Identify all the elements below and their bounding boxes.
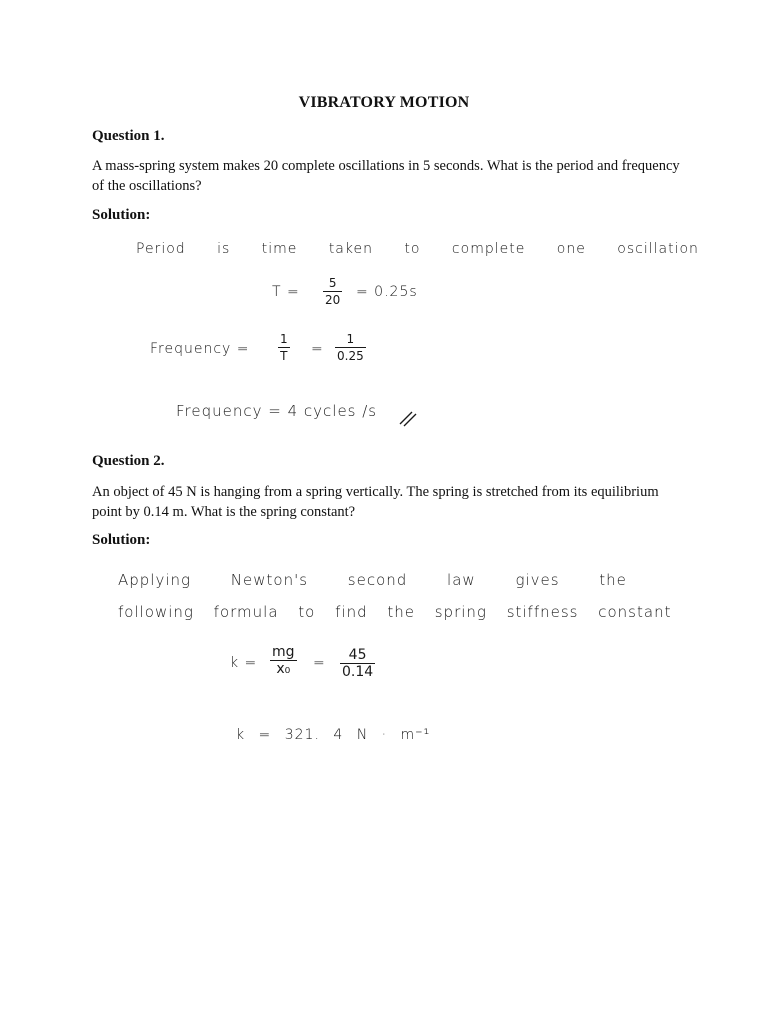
handwritten-k-equals: = <box>313 655 326 671</box>
fraction-numerator: mg <box>272 644 295 660</box>
handwritten-k-fraction-2 <box>340 648 375 679</box>
solution-1-label: Solution: <box>92 207 151 223</box>
fraction-denominator: 20 <box>325 293 341 307</box>
handwritten-frequency-result: Frequency = 4 cycles /s <box>176 402 378 420</box>
page-title: VIBRATORY MOTION <box>298 94 470 111</box>
handwritten-frequency-equals: = <box>311 341 324 357</box>
handwritten-newton-line-1: Applying Newton's second law gives the <box>118 571 627 589</box>
fraction-denominator: x₀ <box>276 661 291 677</box>
question-2-text: An object of 45 N is hanging from a spring vertically. The spring is stretched from its equilibrium point by 0.14 m. What is the spring constant? <box>92 484 659 520</box>
fraction-denominator: 0.14 <box>342 664 374 680</box>
fraction-bar <box>323 291 342 292</box>
question-1-text: A mass-spring system makes 20 complete oscillations in 5 seconds. What is the period and frequency of the oscillations? <box>92 158 680 194</box>
handwritten-k-fraction-1 <box>270 645 297 676</box>
handwritten-k-result: k = 321. 4 N · m⁻¹ <box>236 727 431 743</box>
solution-2-label: Solution: <box>92 532 151 548</box>
handwritten-definition: Period is time taken to complete one oscillation <box>136 241 699 257</box>
handwritten-frequency-fraction-2 <box>335 332 366 363</box>
fraction-numerator: 45 <box>348 647 367 663</box>
fraction-numerator: 5 <box>328 276 337 290</box>
handwritten-period-lhs: T = <box>272 284 300 300</box>
fraction-bar <box>278 347 290 348</box>
handwritten-k-lhs: k = <box>230 655 258 671</box>
fraction-denominator: 0.25 <box>337 349 364 363</box>
fraction-numerator: 1 <box>346 332 355 346</box>
fraction-numerator: 1 <box>280 332 288 346</box>
handwritten-frequency-fraction-1 <box>278 332 290 363</box>
handwritten-period-fraction <box>323 276 342 307</box>
question-2-heading: Question 2. <box>92 453 165 469</box>
question-1-heading: Question 1. <box>92 128 165 144</box>
handwritten-period-result: = 0.25s <box>356 284 418 300</box>
handwritten-newton-line-2: following formula to find the spring stiffness constant <box>118 603 672 621</box>
fraction-denominator: T <box>280 349 288 363</box>
fraction-bar <box>335 347 366 348</box>
double-underline-mark <box>396 404 418 428</box>
handwritten-frequency-lhs: Frequency = <box>150 341 250 357</box>
